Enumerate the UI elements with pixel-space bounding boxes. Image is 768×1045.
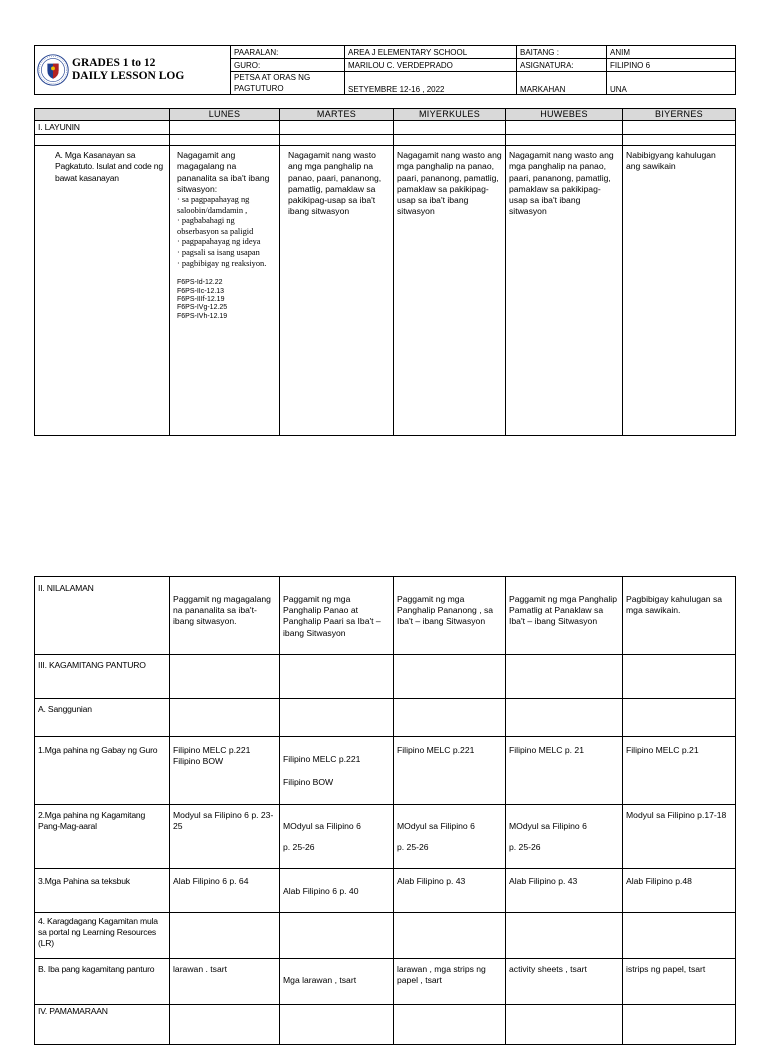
- empty-cell: [623, 913, 736, 959]
- lr-label: [35, 913, 170, 959]
- title-line-1: GRADES 1 to 12: [72, 57, 156, 69]
- teksbuk-miyerkules: [394, 869, 506, 913]
- sanggunian-heading-text: A. Sanggunian: [38, 704, 92, 714]
- iba-pa-huwebes-text: activity sheets , tsart: [509, 964, 587, 974]
- title-cell: [35, 46, 231, 95]
- nilalaman-biyernes-text: Pagbibigay kahulugan sa mga sawikain.: [626, 594, 723, 616]
- sanggunian-heading: [35, 699, 170, 737]
- markahan-value: [607, 72, 736, 95]
- nilalaman-heading-text: II. NILALAMAN: [38, 583, 94, 593]
- empty-cell: [506, 135, 623, 146]
- asignatura-value: FILIPINO 6: [607, 59, 736, 72]
- gabay-martes: [280, 737, 394, 805]
- empty-cell: [170, 1005, 280, 1045]
- empty-cell: [623, 1005, 736, 1045]
- paaralan-value: AREA J ELEMENTARY SCHOOL: [345, 46, 517, 59]
- guro-value: MARILOU C. VERDEPRADO: [345, 59, 517, 72]
- gabay-huwebes-text: Filipino MELC p. 21: [509, 745, 584, 755]
- teksbuk-biyernes: [623, 869, 736, 913]
- gabay-label: [35, 737, 170, 805]
- kagamitan-martes-line-2: p. 25-26: [283, 842, 315, 853]
- kagamitan-lunes: [170, 805, 280, 869]
- paaralan-label: PAARALAN:: [231, 46, 345, 59]
- kagamitan-miyerkules: [394, 805, 506, 869]
- day-header-lunes: LUNES: [170, 109, 280, 121]
- competency-code: F6PS-IIIf-12.19: [177, 295, 225, 303]
- pamamaraan-heading: [35, 1005, 170, 1045]
- nilalaman-huwebes-text: Paggamit ng mga Panghalip Pamatlig at Panaklaw sa Iba't – ibang Sitwasyon: [509, 594, 617, 627]
- gabay-lunes-line-1: Filipino MELC p.221: [173, 745, 251, 755]
- teksbuk-lunes-text: Alab Filipino 6 p. 64: [173, 876, 249, 886]
- kasanayan-label: [35, 146, 170, 436]
- guro-label: GURO:: [231, 59, 345, 72]
- gabay-miyerkules-text: Filipino MELC p.221: [397, 745, 475, 755]
- empty-cell: [280, 913, 394, 959]
- kagamitan-miyerkules-line-2: p. 25-26: [397, 842, 429, 853]
- gabay-biyernes: [623, 737, 736, 805]
- kasanayan-label-text: A. Mga Kasanayan sa Pagkatuto. Isulat and code ng bawat kasanayan: [55, 150, 163, 183]
- asignatura-label: ASIGNATURA:: [517, 59, 607, 72]
- kagamitan-miyerkules-line-1: MOdyul sa Filipino 6: [397, 821, 475, 831]
- gabay-lunes: [170, 737, 280, 805]
- iba-pa-miyerkules: [394, 959, 506, 1005]
- nilalaman-table: [34, 576, 736, 1045]
- iba-pa-biyernes: [623, 959, 736, 1005]
- teksbuk-label-text: 3.Mga Pahina sa teksbuk: [38, 876, 130, 886]
- petsa-label-line-1: PETSA AT ORAS NG: [234, 73, 311, 82]
- empty-cell: [394, 121, 506, 135]
- empty-cell: [506, 913, 623, 959]
- layunin-lunes-item: · sa pagpapahayag ng saloobin/damdamin ,: [177, 195, 250, 215]
- nilalaman-miyerkules: [394, 577, 506, 655]
- layunin-heading: I. LAYUNIN: [35, 121, 170, 135]
- empty-cell: [170, 655, 280, 699]
- iba-pa-label-text: B. Iba pang kagamitang panturo: [38, 964, 155, 974]
- nilalaman-biyernes: [623, 577, 736, 655]
- day-header-martes: MARTES: [280, 109, 394, 121]
- iba-pa-lunes: [170, 959, 280, 1005]
- title-line-2: DAILY LESSON LOG: [72, 70, 185, 82]
- iba-pa-martes-text: Mga larawan , tsart: [283, 975, 357, 985]
- gabay-label-text: 1.Mga pahina ng Gabay ng Guro: [38, 745, 158, 755]
- empty-cell: [623, 655, 736, 699]
- layunin-lunes-item: · pagpapahayag ng ideya: [177, 237, 261, 247]
- petsa-label-line-2: PAGTUTURO: [234, 84, 284, 93]
- day-header-biyernes: BIYERNES: [623, 109, 736, 121]
- empty-cell: [170, 699, 280, 737]
- teksbuk-martes: [280, 869, 394, 913]
- gabay-miyerkules: [394, 737, 506, 805]
- empty-cell: [170, 121, 280, 135]
- gabay-lunes-line-2: Filipino BOW: [173, 756, 224, 767]
- nilalaman-huwebes: [506, 577, 623, 655]
- nilalaman-lunes-text: Paggamit ng magagalang na pananalita sa iba't-ibang sitwasyon.: [173, 594, 271, 627]
- petsa-label: [231, 72, 345, 95]
- empty-cell: [506, 1005, 623, 1045]
- competency-code: F6PS-IVg-12.25: [177, 304, 228, 312]
- competency-code: F6PS-IIc-12.13: [177, 287, 225, 295]
- empty-cell: [394, 699, 506, 737]
- kagamitan-biyernes: [623, 805, 736, 869]
- layunin-table: [34, 108, 736, 436]
- layunin-huwebes: [506, 146, 623, 436]
- layunin-lunes: [170, 146, 280, 436]
- iba-pa-lunes-text: larawan . tsart: [173, 964, 227, 974]
- kagamitan-heading-text: III. KAGAMITANG PANTURO: [38, 660, 146, 670]
- empty-cell: [280, 655, 394, 699]
- empty-cell: [506, 121, 623, 135]
- teksbuk-huwebes-text: Alab Filipino p. 43: [509, 876, 578, 886]
- empty-cell: [394, 655, 506, 699]
- nilalaman-miyerkules-text: Paggamit ng mga Panghalip Pananong , sa Iba't – ibang Sitwasyon: [397, 594, 494, 627]
- petsa-value: [345, 72, 517, 95]
- empty-cell: [394, 913, 506, 959]
- layunin-biyernes-text: Nabibigyang kahulugan ang sawikain: [626, 150, 716, 172]
- iba-pa-huwebes: [506, 959, 623, 1005]
- empty-cell: [280, 1005, 394, 1045]
- markahan-value-text: UNA: [610, 85, 627, 94]
- teksbuk-huwebes: [506, 869, 623, 913]
- kagamitan-heading: [35, 655, 170, 699]
- layunin-martes: [280, 146, 394, 436]
- gabay-huwebes: [506, 737, 623, 805]
- baitang-label: BAITANG :: [517, 46, 607, 59]
- layunin-lunes-item: · pagbabahagi ng obserbasyon sa paligid: [177, 216, 254, 236]
- kagamitan-huwebes: [506, 805, 623, 869]
- layunin-lunes-item: · pagsali sa isang usapan: [177, 247, 260, 257]
- empty-cell: [623, 135, 736, 146]
- teksbuk-biyernes-text: Alab Filipino p.48: [626, 876, 692, 886]
- layunin-lunes-intro: Nagagamit ang magagalang na pananalita sa iba't ibang sitwasyon:: [177, 150, 270, 194]
- teksbuk-lunes: [170, 869, 280, 913]
- empty-cell: [394, 135, 506, 146]
- kagamitan-martes-line-1: MOdyul sa Filipino 6: [283, 821, 361, 831]
- layunin-miyerkules-text: Nagagamit nang wasto ang mga panghalip na panao, paari, pananong, pamatlig, pamaklaw sa pakikipag-usap sa iba't ibang sitwasyon: [397, 150, 502, 217]
- markahan-label-text: MARKAHAN: [520, 85, 566, 94]
- gabay-biyernes-text: Filipino MELC p.21: [626, 745, 699, 755]
- deped-seal-icon: [37, 54, 69, 86]
- layunin-martes-text: Nagagamit nang wasto ang mga panghalip na panao, paari, pananong, pamatlig, pamaklaw sa pakikipag-usap sa iba't ibang sitwasyon: [288, 150, 382, 217]
- iba-pa-label: [35, 959, 170, 1005]
- nilalaman-lunes: [170, 577, 280, 655]
- layunin-biyernes: [623, 146, 736, 436]
- empty-cell: [506, 655, 623, 699]
- iba-pa-martes: [280, 959, 394, 1005]
- pamamaraan-heading-text: IV. PAMAMARAAN: [38, 1006, 108, 1016]
- teksbuk-label: [35, 869, 170, 913]
- day-header-miyerkules: MIYERKULES: [394, 109, 506, 121]
- empty-cell: [280, 699, 394, 737]
- layunin-huwebes-text: Nagagamit nang wasto ang mga panghalip na panao, paari, pananong, pamatlig, pamaklaw sa pakikipag-usap sa iba't ibang sitwasyon: [509, 150, 614, 217]
- kagamitan-martes: [280, 805, 394, 869]
- nilalaman-martes-text: Paggamit ng mga Panghalip Panao at Panghalip Paari sa Iba't – ibang Sitwasyon: [283, 594, 381, 638]
- competency-code: F6PS-Id-12.22: [177, 279, 223, 287]
- competency-code: F6PS-IVh-12.19: [177, 312, 228, 320]
- kagamitan-huwebes-line-1: MOdyul sa Filipino 6: [509, 821, 587, 831]
- empty-cell: [280, 135, 394, 146]
- iba-pa-biyernes-text: istrips ng papel, tsart: [626, 964, 706, 974]
- teksbuk-martes-text: Alab Filipino 6 p. 40: [283, 886, 359, 896]
- empty-cell: [394, 1005, 506, 1045]
- kagamitan-mag-aaral-label: [35, 805, 170, 869]
- markahan-label: [517, 72, 607, 95]
- empty-cell: [623, 121, 736, 135]
- empty-cell: [280, 121, 394, 135]
- corner-header-cell: [35, 109, 170, 121]
- competency-codes: [177, 279, 276, 321]
- iba-pa-miyerkules-text: larawan , mga strips ng papel , tsart: [397, 964, 486, 986]
- kagamitan-mag-aaral-label-text: 2.Mga pahina ng Kagamitang Pang-Mag-aaral: [38, 810, 146, 832]
- layunin-miyerkules: [394, 146, 506, 436]
- baitang-value: ANIM: [607, 46, 736, 59]
- kagamitan-lunes-text: Modyul sa Filipino 6 p. 23-25: [173, 810, 274, 832]
- empty-cell: [170, 913, 280, 959]
- petsa-value-text: SETYEMBRE 12-16 , 2022: [348, 85, 445, 94]
- nilalaman-heading: [35, 577, 170, 655]
- empty-cell: [35, 135, 170, 146]
- kagamitan-huwebes-line-2: p. 25-26: [509, 842, 541, 853]
- header-table: [34, 45, 736, 95]
- day-header-huwebes: HUWEBES: [506, 109, 623, 121]
- empty-cell: [170, 135, 280, 146]
- empty-cell: [506, 699, 623, 737]
- teksbuk-miyerkules-text: Alab Filipino p. 43: [397, 876, 466, 886]
- gabay-martes-line-2: Filipino BOW: [283, 777, 334, 788]
- nilalaman-martes: [280, 577, 394, 655]
- kagamitan-biyernes-text: Modyul sa Filipino p.17-18: [626, 810, 727, 820]
- empty-cell: [623, 699, 736, 737]
- gabay-martes-line-1: Filipino MELC p.221: [283, 754, 361, 764]
- lr-label-text: 4. Karagdagang Kagamitan mula sa portal ng Learning Resources (LR): [38, 916, 158, 949]
- layunin-lunes-item: · pagbibigay ng reaksiyon.: [177, 258, 267, 268]
